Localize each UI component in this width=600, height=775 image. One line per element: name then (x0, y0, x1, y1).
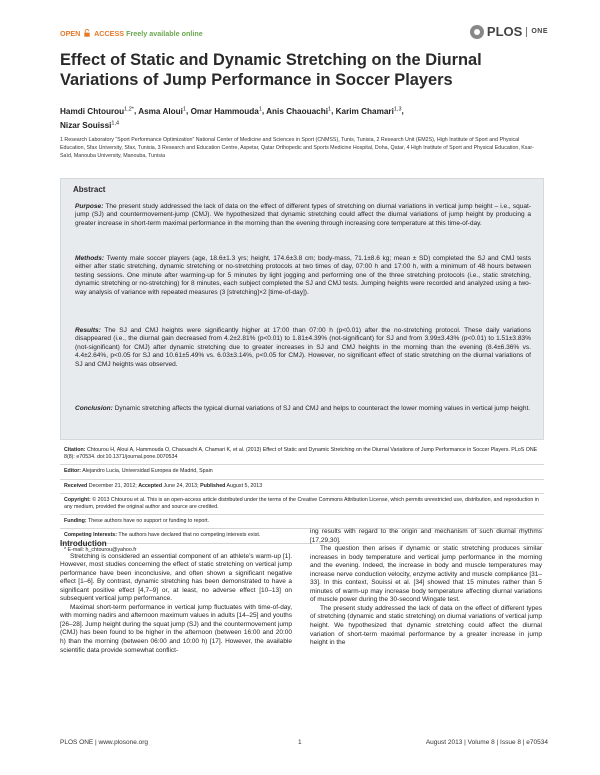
journal-name: ONE (531, 28, 548, 35)
page-footer (60, 739, 548, 751)
author: Anis Chaouachi$^1$ (266, 106, 332, 116)
body-paragraph: Stretching is considered an essential component of an athlete’s warm-up [1]. However, most studies concerning the effect of static stretching on vertical jump performance have been inconclusive, and often shown a significant negative effect [1–6]. By contrast, dynamic stretching has been demonstrated to have a significant positive effect [4,7–9] or, at least, no adverse effect [10–13] on subsequent vertical jump performance. (60, 552, 292, 603)
author-list: Hamdi Chtourou$^{1,2*}$, Asma Aloui$^1$, Omar Hammouda$^1$, Anis Chaouachi$^1$, Karim Chamari$^{1,3}$, Nizar Souissi$^{1,4}$ (60, 106, 404, 131)
citation-row: Citation: Chtourou H, Aloui A, Hammouda O, Chaouachi A, Chamari K, et al. (2013) Effect of Static and Dynamic Stretching on the Diurnal Variations of Jump Performance in Soccer Players. PLoS ONE 8(8): e70534. doi:10.1371/journal.pone.0070534 (60, 444, 544, 465)
funding-row: Funding: These authors have no support or funding to report. (60, 515, 544, 529)
freely-available-label: Freely available online (126, 29, 203, 38)
author: Karim Chamari$^{1,3}$ (335, 106, 402, 116)
dates-row: Received December 21, 2012; Accepted June 24, 2013; Published August 5, 2013 (60, 480, 544, 494)
body-column-left (60, 540, 292, 655)
abstract-conclusion: Conclusion: Dynamic stretching affects the typical diurnal variations of SJ and CMJ and helps to counteract the lower morning values in vertical jump height. (75, 405, 531, 412)
author: Hamdi Chtourou$^{1,2*}$ (60, 106, 134, 116)
body-paragraph: Maximal short-term performance in vertical jump fluctuates with time-of-day, with morning nadirs and afternoon maximum values in adults [14–25] and youths [26–28]. Jump height during the squat jump (SJ) and the countermovement jump (CMJ) has been found to be higher in the afternoon (between 16:00 and 20:00 h) than the morning (between 06:00 and 10:00 h) [17]. However, the available scientific data provide somewhat conflict- (60, 603, 292, 654)
footer-journal: PLOS ONE | www.plosone.org (60, 739, 149, 746)
publisher-name: PLOS (486, 24, 523, 39)
body-paragraph: The present study addressed the lack of data on the effect of different types of stretching (dynamic and static stretching) on diurnal variations of vertical jump height. We hypothesized that dynamic stretching could affect the diurnal variation of short-term maximal performance by a greater increase in jump height in the (310, 604, 542, 647)
author: Nizar Souissi$^{1,4}$ (60, 120, 120, 131)
article-title: Effect of Static and Dynamic Stretching on the Diurnal Variations of Jump Performance in Soccer Players (60, 51, 482, 89)
body-paragraph: The question then arises if dynamic or static stretching produces similar increases in body temperature and vertical jump performance in the morning and the evening. Indeed, the increase in body and muscle temperatures may increase nerve conduction velocity, enzyme activity and muscle compliance [31–33]. In this context, Souissi et al. [34] showed that 15 minutes rather than 5 minutes of warm-up may increase body temperature affecting diurnal variations of muscle power during the 30-second Wingate test. (310, 545, 542, 604)
journal-logo (470, 24, 548, 39)
page-header (60, 22, 548, 46)
competing-interests-row: Competing Interests: The authors have declared that no competing interests exist. (60, 529, 544, 543)
open-access-badge (60, 29, 203, 38)
body-paragraph: ing results with regard to the origin and mechanism of such diurnal rhythms [17,29,30]. (310, 528, 542, 544)
abstract-results: Results: The SJ and CMJ heights were significantly higher at 17:00 than 07:00 h (p<0.01) after the no-stretching protocol. These daily variations disappeared (i.e., the diurnal gain decreased from 4.2±2.81% (p<0.01) to 1.81±4.39% (not-significant) for SJ and from 3.99±3.43% (p<0.01) to 1.51±3.83% (not-significant) for CMJ) after dynamic stretching due to greater increases in SJ and CMJ heights in the morning than the evening (8.4±6.36% vs. 4.4±2.64%, p<0.05 for SJ and 10.61±5.49% vs. 6.03±3.14%, p<0.05 for CMJ). However, no significant effect of static stretching on the diurnal variations of SJ and CMJ heights was observed. (75, 327, 531, 368)
abstract-heading: Abstract (73, 185, 106, 194)
page-number: 1 (298, 739, 302, 746)
footer-issue: August 2013 | Volume 8 | Issue 8 | e70534 (425, 739, 548, 746)
logo-divider (526, 27, 527, 37)
abstract-purpose: Purpose: The present study addressed the lack of data on the effect of different types of stretching on diurnal variations in vertical jump height – i.e., squat-jump (SJ) and countermovement-jump (CMJ). We hypothesized that dynamic stretching could affect the diurnal variations of jump height by producing a greater increase in short-term maximal performance in the morning than the evening through increasing core temperature at this time-of-day. (75, 203, 531, 227)
author: Omar Hammouda$^1$ (190, 106, 262, 116)
plos-logo-icon (470, 25, 484, 39)
copyright-row: Copyright: © 2013 Chtourou et al. This is an open-access article distributed under the terms of the Creative Commons Attribution License, which permits unrestricted use, distribution, and reproduction in any medium, provided the original author and source are credited. (60, 494, 544, 515)
editor-row: Editor: Alejandro Lucia, Universidad Europea de Madrid, Spain (60, 465, 544, 479)
affiliations: 1 Research Laboratory “Sport Performance Optimization” National Center of Medicine and Sciences in Sport (CNMSS), Tunis, Tunisia, 2 Research Unit (EM2S), High Institute of Sport and Physical Education, Sfax University, Sfax, Tunisia, 3 Research and Education Centre, Aspetar, Qatar Orthopedic and Sports Medicine Hospital, Doha, Qatar, 4 High Institute of Sport and Physical Education, Ksar-Saïd, Manouba University, Manouba, Tunisia (60, 137, 534, 160)
author: Asma Aloui$^1$ (138, 106, 186, 116)
abstract-box (60, 178, 544, 440)
body-column-right (310, 528, 542, 648)
access-label: ACCESS (94, 29, 125, 38)
abstract-methods: Methods: Twenty male soccer players (age, 18.6±1.3 yrs; height, 174.6±3.8 cm; body-mass, 71.1±8.6 kg; mean ± SD) completed the SJ and CMJ tests either after static stretching, dynamic stretching or no-stretching protocols at two times of day, 07:00 h and 17:00 h, with a minimum of 48 hours between testing sessions. One minute after warming-up for 5 minutes by light jogging and performing one of the three stretching protocols (i.e., static stretching, dynamic stretching or no-stretching) for 8 minutes, each subject completed the SJ and CMJ tests. Jumping heights were recorded and analyzed using a two-way analysis of variance with repeated measures (3 [stretching]×2 [time-of-day]). (75, 255, 531, 296)
introduction-heading: Introduction (60, 539, 107, 548)
open-label: OPEN (60, 29, 81, 38)
email-row: * E-mail: h_chtourou@yahoo.fr (64, 546, 137, 553)
open-lock-icon (84, 29, 90, 37)
